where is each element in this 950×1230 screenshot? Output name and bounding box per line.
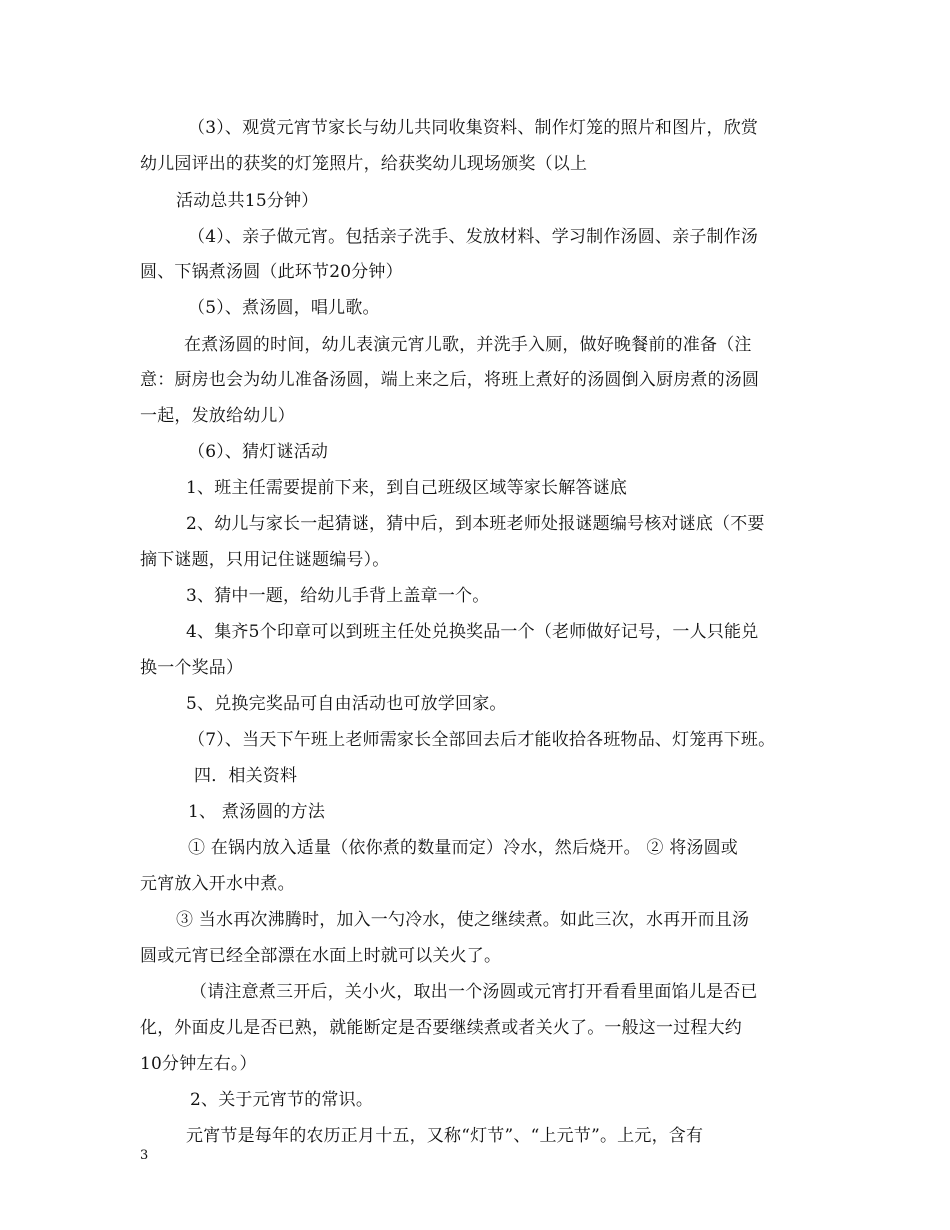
text-line: 5、兑换完奖品可自由活动也可放学回家。 xyxy=(186,694,507,714)
text-line: 化，外面皮儿是否已熟，就能断定是否要继续煮或者关火了。一般这一过程大约 xyxy=(140,1018,742,1038)
text-line: 10分钟左右。） xyxy=(140,1054,257,1074)
text-line: （6）、猜灯谜活动 xyxy=(188,442,329,462)
text-line: 一起，发放给幼儿） xyxy=(140,406,295,426)
text-line: ① 在锅内放入适量（依你煮的数量而定）冷水，然后烧开。 ② 将汤圆或 xyxy=(188,838,739,858)
text-line: （7）、当天下午班上老师需家长全部回去后才能收拾各班物品、灯笼再下班。 xyxy=(188,730,776,750)
section-heading: 四．相关资料 xyxy=(194,766,298,786)
text-line: 元宵放入开水中煮。 xyxy=(140,874,295,894)
text-line: 圆、下锅煮汤圆（此环节20分钟） xyxy=(140,262,403,282)
subsection-heading: 2、关于元宵节的常识。 xyxy=(190,1090,374,1110)
text-line: （5）、煮汤圆，唱儿歌。 xyxy=(188,298,380,318)
text-line: 2、幼儿与家长一起猜谜，猜中后，到本班老师处报谜题编号核对谜底（不要 xyxy=(186,514,765,534)
subsection-heading: 1、 煮汤圆的方法 xyxy=(188,802,326,822)
text-line: （3）、观赏元宵节家长与幼儿共同收集资料、制作灯笼的照片和图片，欣赏 xyxy=(188,118,759,138)
text-line: 摘下谜题，只用记住谜题编号）。 xyxy=(140,550,390,570)
text-line: 3、猜中一题，给幼儿手背上盖章一个。 xyxy=(186,586,490,606)
page-number: 3 xyxy=(140,1148,149,1163)
text-line: 意：厨房也会为幼儿准备汤圆，端上来之后，将班上煮好的汤圆倒入厨房煮的汤圆 xyxy=(140,370,760,390)
text-line: 1、班主任需要提前下来，到自己班级区域等家长解答谜底 xyxy=(186,478,628,498)
text-line: 圆或元宵已经全部漂在水面上时就可以关火了。 xyxy=(140,946,502,966)
text-line: 在煮汤圆的时间，幼儿表演元宵儿歌，并洗手入厕，做好晚餐前的准备（注 xyxy=(184,335,752,355)
text-line: 元宵节是每年的农历正月十五，又称“灯节”、“上元节”。上元，含有 xyxy=(186,1126,704,1146)
text-line: 换一个奖品） xyxy=(140,658,244,678)
text-line: （请注意煮三开后，关小火，取出一个汤圆或元宵打开看看里面馅儿是否已 xyxy=(190,982,758,1002)
text-line: 幼儿园评出的获奖的灯笼照片，给获奖幼儿现场颁奖（以上 xyxy=(140,154,588,174)
text-line: 活动总共15分钟） xyxy=(176,191,319,211)
text-line: （4）、亲子做元宵。包括亲子洗手、发放材料、学习制作汤圆、亲子制作汤 xyxy=(188,227,759,247)
text-line: ③ 当水再次沸腾时，加入一勺冷水，使之继续煮。如此三次，水再开而且汤 xyxy=(176,910,750,930)
text-line: 4、集齐5个印章可以到班主任处兑换奖品一个（老师做好记号，一人只能兑 xyxy=(186,622,759,642)
